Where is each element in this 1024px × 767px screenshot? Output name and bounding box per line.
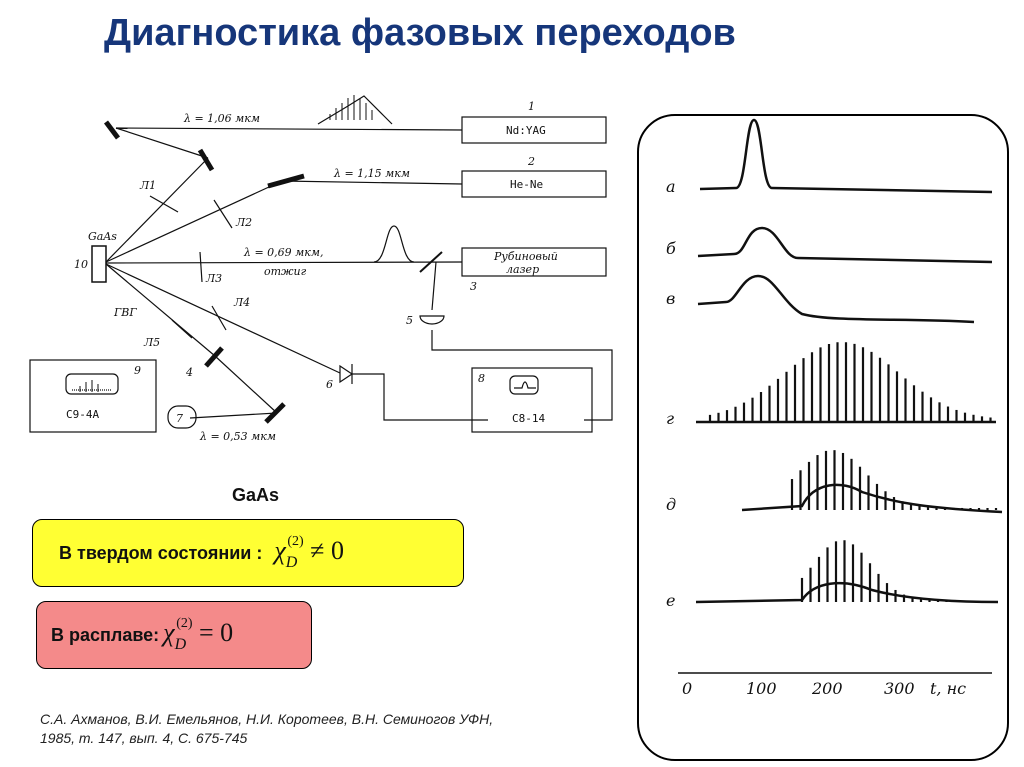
solid-state-label: В твердом состоянии :: [59, 542, 263, 563]
num-label-8: 8: [478, 372, 485, 385]
beam-label-hene: λ = 1,15 мкм: [334, 167, 410, 180]
melt-state-formula: $\chi_D^{(2)} = 0$: [163, 616, 234, 653]
trace-e-base: [696, 583, 998, 602]
melt-state-label: В расплаве:: [51, 624, 160, 645]
gvg-label: ГВГ: [114, 306, 137, 319]
oscillogram-panel: [637, 114, 1009, 761]
trace-label-d: д: [666, 495, 677, 514]
num-label-4: 4: [186, 366, 193, 379]
gaas-sample: [92, 246, 106, 282]
sample-label: GaAs: [88, 230, 117, 243]
num-label-1: 1: [528, 100, 535, 113]
axis-label: t, нс: [930, 679, 967, 698]
num-label-6: 6: [326, 378, 333, 391]
trace-b: [698, 228, 992, 262]
lens-label-4: Л4: [234, 296, 251, 309]
trace-label-v: в: [666, 289, 676, 308]
box-label-nd: Nd:YAG: [506, 124, 546, 137]
experimental-scheme: [0, 80, 630, 450]
num-label-10: 10: [74, 258, 88, 271]
num-label-2: 2: [528, 155, 535, 168]
beam-label-nd: λ = 1,06 мкм: [184, 112, 260, 125]
box-label-ruby-2: лазер: [506, 263, 540, 276]
page-title: Диагностика фазовых переходов: [104, 12, 736, 54]
beam-label-green: λ = 0,53 мкм: [200, 430, 276, 443]
trace-d-spikes: [792, 450, 996, 510]
box-label-hene: He-Ne: [510, 178, 544, 191]
trace-g-spikes: [710, 342, 991, 422]
beam-label-ruby-1: λ = 0,69 мкм,: [244, 246, 324, 259]
tick-label-0: 0: [682, 679, 693, 698]
num-label-7: 7: [176, 412, 183, 425]
solid-state-box: [32, 519, 464, 587]
sample-heading: GaAs: [232, 485, 280, 505]
tick-label-200: 200: [812, 679, 843, 698]
num-label-3: 3: [470, 280, 477, 293]
tick-label-300: 300: [884, 679, 915, 698]
trace-a: [700, 120, 992, 192]
box-label-ruby-1: Рубиновый: [494, 250, 558, 263]
box-label-s94: С9-4А: [66, 408, 100, 421]
citation: [40, 710, 493, 748]
citation-line-1: С.А. Ахманов, В.И. Емельянов, Н.И. Коротеев, В.Н. Семиногов УФН,: [40, 711, 494, 727]
trace-label-g: г: [666, 409, 675, 428]
tick-label-100: 100: [746, 679, 777, 698]
trace-d-envelope: [742, 485, 1002, 512]
oscillogram-traces: [639, 116, 1007, 759]
melt-state-box: [36, 601, 312, 669]
lens-label-2: Л2: [236, 216, 253, 229]
solid-state-formula: $\chi_D^{(2)} \ne 0$: [274, 534, 344, 571]
lens-label-3: Л3: [206, 272, 223, 285]
lens-label-1: Л1: [140, 179, 157, 192]
trace-e-spikes: [802, 540, 955, 602]
trace-label-b: б: [666, 239, 676, 258]
trace-label-e: е: [666, 591, 676, 610]
lens-label-5: Л5: [144, 336, 161, 349]
box-label-s84: С8-14: [512, 412, 546, 425]
num-label-9: 9: [134, 364, 141, 377]
trace-v: [698, 276, 974, 322]
num-label-5: 5: [406, 314, 413, 327]
beam-label-ruby-2: отжиг: [264, 265, 307, 278]
citation-line-2: 1985, т. 147, вып. 4, С. 675-745: [40, 730, 248, 746]
trace-label-a: а: [666, 177, 676, 196]
